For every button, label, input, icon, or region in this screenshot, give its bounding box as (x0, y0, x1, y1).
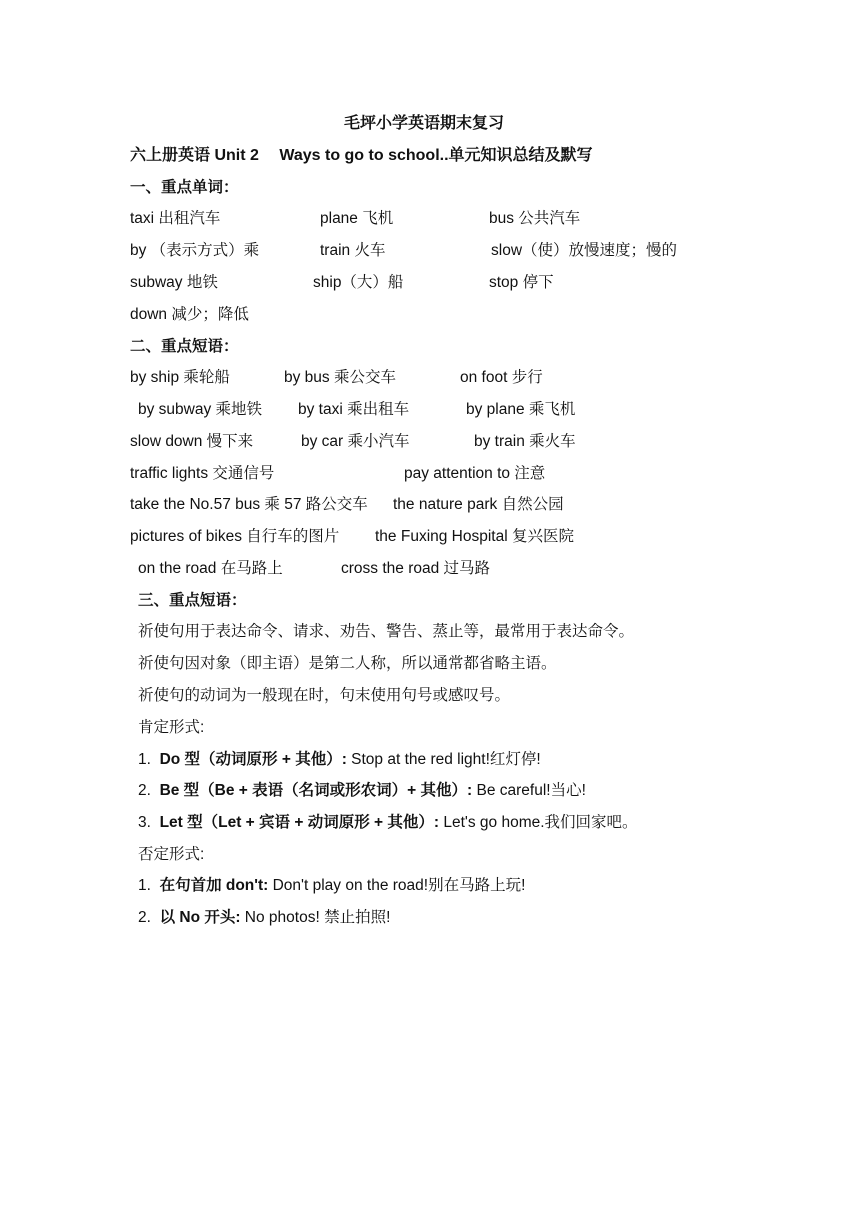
rule-number: 1. (138, 877, 151, 894)
negative-rule (138, 908, 390, 928)
word-item: by （表示方式）乘 (130, 242, 260, 259)
rule-number: 3. (138, 814, 151, 831)
word-item: bus 公共汽车 (489, 210, 581, 227)
word-item: stop 停下 (489, 274, 554, 291)
rule-number: 1. (138, 751, 151, 768)
phrase-item: by train 乘火车 (474, 433, 576, 450)
positive-form-label: 肯定形式: (138, 719, 205, 736)
rule-number: 2. (138, 909, 151, 926)
rule-pattern: Be 型（Be + 表语（名词或形农词）+ 其他）: (159, 782, 473, 799)
phrase-item: by plane 乘飞机 (466, 401, 576, 418)
grammar-paragraph: 祈使句用于表达命令、请求、劝告、警告、蒸止等，最常用于表达命令。 (138, 623, 635, 640)
word-item: ship（大）船 (313, 274, 404, 291)
phrase-item: pictures of bikes 自行车的图片 (130, 528, 340, 545)
phrase-item: by taxi 乘出租车 (298, 401, 410, 418)
rule-pattern: Let 型（Let + 宾语 + 动词原形 + 其他）: (159, 814, 440, 831)
word-item: train 火车 (320, 242, 386, 259)
phrase-item: traffic lights 交通信号 (130, 465, 275, 482)
rule-example: Be careful!当心! (472, 782, 586, 799)
section-heading-words: 一、重点单词： (130, 179, 239, 196)
negative-form-label: 否定形式: (138, 846, 205, 863)
rule-number: 2. (138, 782, 151, 799)
word-item: down 减少；降低 (130, 306, 249, 323)
grammar-paragraph: 祈使句因对象（即主语）是第二人称，所以通常都省略主语。 (138, 655, 557, 672)
unit-subtitle: 六上册英语 Unit 2 Ways to go to school..单元知识总结及默写 (130, 147, 593, 164)
rule-example: Don't play on the road!别在马路上玩! (268, 877, 526, 894)
phrase-item: by subway 乘地铁 (138, 401, 263, 418)
positive-rule (138, 750, 541, 770)
word-item: taxi 出租汽车 (130, 210, 221, 227)
phrase-item: the Fuxing Hospital 复兴医院 (375, 528, 574, 545)
rule-pattern: Do 型（动词原形 + 其他）: (159, 751, 347, 768)
section-heading-grammar: 三、重点短语： (138, 592, 247, 609)
phrase-item: cross the road 过马路 (341, 560, 491, 577)
section-heading-phrases: 二、重点短语： (130, 338, 239, 355)
phrase-item: by bus 乘公交车 (284, 369, 396, 386)
phrase-item: pay attention to 注意 (404, 465, 546, 482)
word-item: slow（使）放慢速度；慢的 (491, 242, 678, 259)
negative-rule (138, 876, 525, 896)
phrase-item: the nature park 自然公园 (393, 496, 564, 513)
rule-pattern: 以 No 开头: (159, 909, 241, 926)
page-title: 毛坪小学英语期末复习 (344, 115, 505, 132)
phrase-item: by car 乘小汽车 (301, 433, 410, 450)
word-item: plane 飞机 (320, 210, 394, 227)
rule-example: Stop at the red light!红灯停! (346, 751, 541, 768)
rule-pattern: 在句首加 don't: (159, 877, 269, 894)
phrase-item: on foot 步行 (460, 369, 543, 386)
phrase-item: slow down 慢下来 (130, 433, 254, 450)
phrase-item: take the No.57 bus 乘 57 路公交车 (130, 496, 368, 513)
rule-example: No photos! 禁止拍照! (240, 909, 391, 926)
rule-example: Let's go home.我们回家吧。 (439, 814, 638, 831)
positive-rule (138, 813, 638, 833)
phrase-item: by ship 乘轮船 (130, 369, 230, 386)
word-item: subway 地铁 (130, 274, 218, 291)
positive-rule (138, 781, 586, 801)
grammar-paragraph: 祈使句的动词为一般现在时，句末使用句号或感叹号。 (138, 687, 511, 704)
phrase-item: on the road 在马路上 (138, 560, 283, 577)
